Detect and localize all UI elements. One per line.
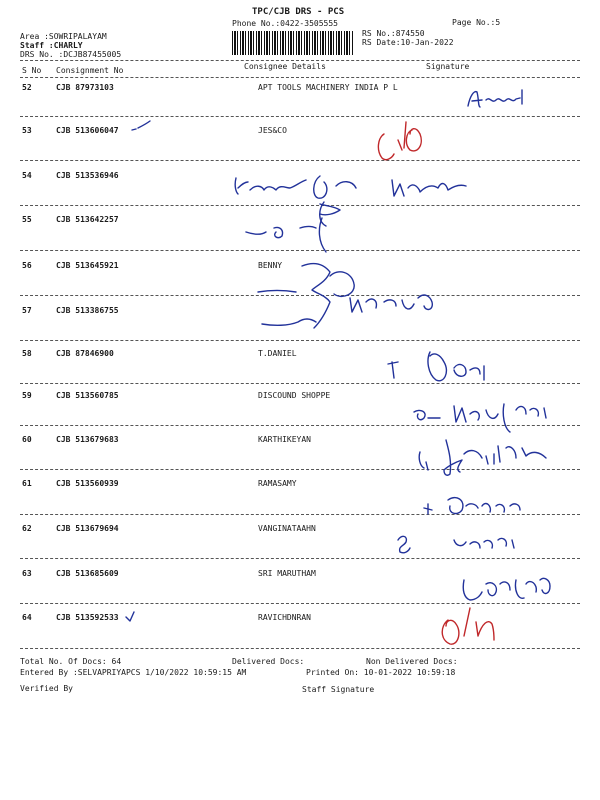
row-sno: 60 bbox=[22, 435, 32, 444]
rs-number: RS No.:874550 bbox=[362, 29, 425, 38]
divider bbox=[20, 425, 580, 426]
divider bbox=[20, 558, 580, 559]
row-consignee: APT TOOLS MACHINERY INDIA P L bbox=[258, 83, 398, 92]
divider bbox=[20, 116, 580, 117]
divider bbox=[20, 340, 580, 341]
row-consignment: CJB 513679683 bbox=[56, 435, 119, 444]
row-sno: 59 bbox=[22, 391, 32, 400]
row-consignment: CJB 513536946 bbox=[56, 171, 119, 180]
table-row bbox=[0, 215, 600, 259]
divider bbox=[20, 603, 580, 604]
row-consignment: CJB 513592533 bbox=[56, 613, 119, 622]
table-row bbox=[0, 479, 600, 523]
printed-on: Printed On: 10-01-2022 10:59:18 bbox=[306, 668, 456, 677]
row-sno: 63 bbox=[22, 569, 32, 578]
row-consignment: CJB 513685609 bbox=[56, 569, 119, 578]
table-row bbox=[0, 569, 600, 613]
row-consignment: CJB 513386755 bbox=[56, 306, 119, 315]
divider bbox=[20, 77, 580, 78]
table-row bbox=[0, 349, 600, 393]
row-consignee: DISCOUND SHOPPE bbox=[258, 391, 331, 400]
column-header-sno: S No bbox=[22, 66, 42, 75]
row-sno: 64 bbox=[22, 613, 32, 622]
sheet-title: TPC/CJB DRS - PCS bbox=[252, 7, 345, 17]
table-row bbox=[0, 83, 600, 127]
page-number: Page No.:5 bbox=[452, 18, 501, 27]
row-sno: 52 bbox=[22, 83, 32, 92]
phone-number: Phone No.:0422-3505555 bbox=[232, 19, 338, 28]
row-sno: 54 bbox=[22, 171, 32, 180]
non-delivered-docs: Non Delivered Docs: bbox=[366, 657, 458, 666]
divider bbox=[20, 60, 580, 61]
table-row bbox=[0, 126, 600, 170]
row-consignment: CJB 513560785 bbox=[56, 391, 119, 400]
row-consignment: CJB 513606047 bbox=[56, 126, 119, 135]
table-row bbox=[0, 524, 600, 568]
row-consignee: VANGINATAAHN bbox=[258, 524, 316, 533]
entered-by: Entered By :SELVAPRIYAPCS 1/10/2022 10:59:15 AM bbox=[20, 668, 247, 677]
divider bbox=[20, 205, 580, 206]
row-sno: 58 bbox=[22, 349, 32, 358]
row-consignee: RAMASAMY bbox=[258, 479, 297, 488]
row-consignee: BENNY bbox=[258, 261, 283, 270]
row-sno: 57 bbox=[22, 306, 32, 315]
row-sno: 55 bbox=[22, 215, 32, 224]
table-row bbox=[0, 391, 600, 435]
divider bbox=[20, 295, 580, 296]
divider bbox=[20, 648, 580, 649]
row-consignee: SRI MARUTHAM bbox=[258, 569, 316, 578]
row-sno: 53 bbox=[22, 126, 32, 135]
row-consignee: RAVICHDNRAN bbox=[258, 613, 311, 622]
table-row bbox=[0, 261, 600, 305]
divider bbox=[20, 514, 580, 515]
row-consignment: CJB 513645921 bbox=[56, 261, 119, 270]
drs-number: DRS No. :DCJB87455005 bbox=[20, 50, 122, 59]
rs-date: RS Date:10-Jan-2022 bbox=[362, 38, 454, 47]
row-consignment: CJB 513642257 bbox=[56, 215, 119, 224]
row-consignment: CJB 87973103 bbox=[56, 83, 114, 92]
row-consignee: T.DANIEL bbox=[258, 349, 297, 358]
column-header-signature: Signature bbox=[426, 62, 470, 71]
row-consignment: CJB 513560939 bbox=[56, 479, 119, 488]
row-consignment: CJB 513679694 bbox=[56, 524, 119, 533]
row-consignment: CJB 87846900 bbox=[56, 349, 114, 358]
divider bbox=[20, 383, 580, 384]
verified-by: Verified By bbox=[20, 684, 73, 693]
barcode bbox=[232, 31, 354, 55]
divider bbox=[20, 469, 580, 470]
row-consignee: JES&CO bbox=[258, 126, 287, 135]
staff-signature-label: Staff Signature bbox=[302, 685, 375, 694]
row-sno: 56 bbox=[22, 261, 32, 270]
table-row bbox=[0, 171, 600, 215]
total-docs: Total No. Of Docs: 64 bbox=[20, 657, 122, 666]
area: Area :SOWRIPALAYAM bbox=[20, 32, 107, 41]
divider bbox=[20, 250, 580, 251]
table-row bbox=[0, 435, 600, 479]
column-header-consignment: Consignment No bbox=[56, 66, 124, 75]
staff: Staff :CHARLY bbox=[20, 41, 83, 50]
table-row bbox=[0, 613, 600, 657]
column-header-consignee: Consignee Details bbox=[244, 62, 326, 71]
row-sno: 62 bbox=[22, 524, 32, 533]
table-row bbox=[0, 306, 600, 350]
delivered-docs: Delivered Docs: bbox=[232, 657, 305, 666]
row-sno: 61 bbox=[22, 479, 32, 488]
row-consignee: KARTHIKEYAN bbox=[258, 435, 311, 444]
divider bbox=[20, 160, 580, 161]
